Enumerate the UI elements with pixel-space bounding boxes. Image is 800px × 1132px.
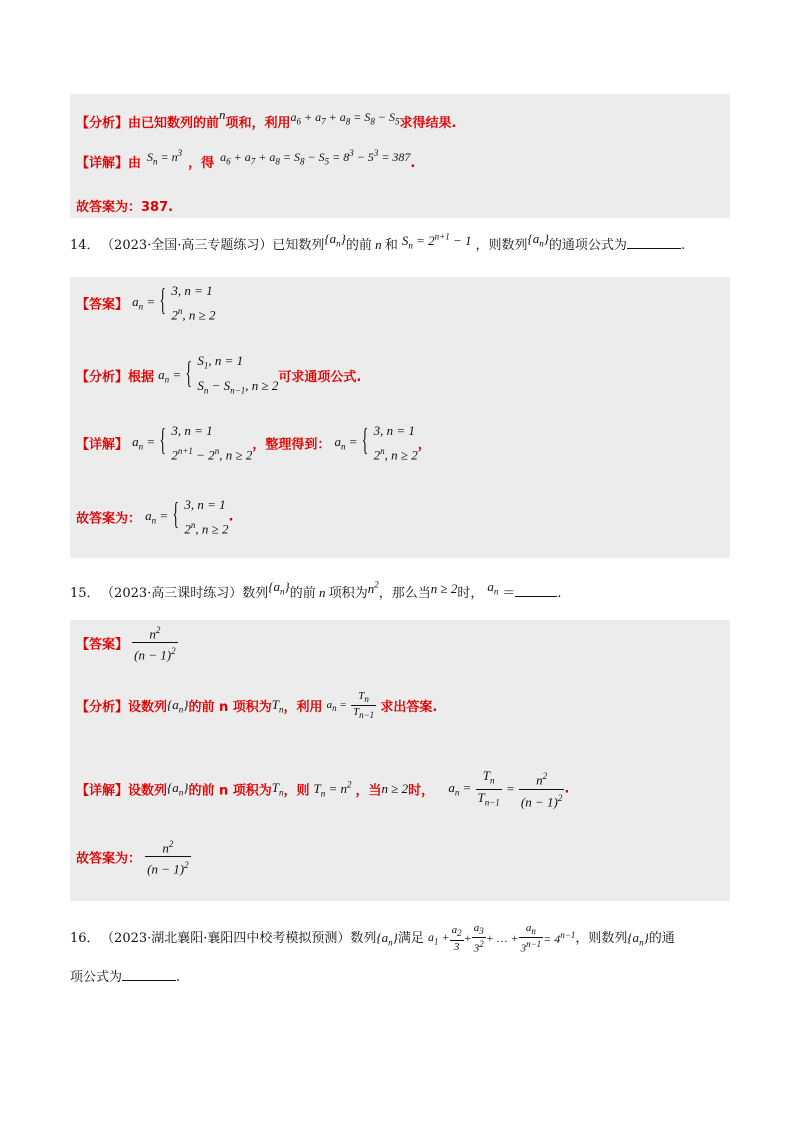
formula: $a_6 + a_7 + a_8 = S_8 - S_5 = 8^3 - 5^3 = 387$: [220, 148, 411, 167]
q14-question: 14． （2023·全国·高三专题练习）已知数列$\{a_n\}$的前 n 和 $S_n = 2^{n+1} - 1$ ，则数列$\{a_n\}$的通项公式为 .: [70, 231, 686, 253]
answer-blank: [627, 236, 681, 249]
q16-question: 16． （2023·湖北襄阳·襄阳四中校考模拟预测）数列$\{a_n\}$满足 $a_1$ + $\frac{a_2}{3}$ + $\frac{a_3}{3^2}$ + … + $\frac{a_n}{3^{n-1}}$ = $4^{n-1}$，则数列$\{a_n\}$的通: [70, 922, 675, 955]
detail-tag: 【详解】: [76, 437, 129, 453]
formula: $S_n = n^3$: [147, 148, 183, 167]
q16-question-line2: 项公式为 .: [70, 970, 181, 985]
detail-tag: 【详解】: [76, 783, 129, 799]
q14-detail-line: 【详解】 $a_n$ = { 3, n = 1 $2^{n+1} - 2^n$, n ≥ 2 ，整理得到： $a_n$ = { 3, n = 1 2$^n$, n ≥ 2 ，: [76, 421, 431, 465]
answer-tag: 【答案】: [76, 637, 129, 653]
answer-tag: 【答案】: [76, 297, 129, 313]
q15-conclusion-line: 故答案为： $\frac{n^2}{(n - 1)^2}$: [76, 839, 189, 877]
q15-question: 15． （2023·高三课时练习）数列$\{a_n\}$的前 n 项积为$n^2$，那么当n ≥ 2时， $a_n$ ＝ .: [70, 579, 562, 601]
q15-detail-line: 【详解】设数列$\{a_n\}$的前 n 项积为$T_n$，则 $T_n = n^2$ ，当n ≥ 2时， $a_n$ = $\frac{T_n}{T_{n-1}}$ = $\frac{n^2}{(n - 1)^2}$ .: [76, 768, 570, 809]
q14-conclusion-line: 故答案为： $a_n$ = { 3, n = 1 2$^n$, n ≥ 2 .: [76, 495, 233, 539]
q13-detail-line: 【详解】由 $S_n = n^3$，得 $a_6 + a_7 + a_8 = S_8 - S_5 = 8^3 - 5^3 = 387$.: [76, 148, 416, 171]
answer-blank: [515, 584, 557, 597]
q15-answer-line: 【答案】 $\frac{n^2}{(n - 1)^2}$: [76, 625, 176, 663]
formula: $a_6 + a_7 + a_8 = S_8 - S_5$: [290, 110, 400, 127]
analysis-tag: 【分析】: [76, 700, 129, 716]
q13-solution-box: [70, 94, 730, 218]
q14-answer-line: 【答案】 $a_n$ = { 3, n = 1 2$^n$, n ≥ 2: [76, 281, 215, 325]
q14-analysis-line: 【分析】根据 $a_n$ = { $S_1$, n = 1 $S_n - S_{n-1}$, n ≥ 2 可求通项公式.: [76, 351, 361, 400]
detail-tag: 【详解】: [76, 156, 129, 171]
q13-conclusion-line: 故答案为：387.: [76, 200, 174, 215]
answer-blank: [122, 968, 176, 981]
document-page: [70, 0, 730, 1132]
q14-solution-box: [70, 277, 730, 558]
q13-analysis-line: 【分析】由已知数列的前n项和，利用$a_6 + a_7 + a_8 = S_8 - S_5$求得结果.: [76, 107, 457, 131]
q15-analysis-line: 【分析】设数列$\{a_n\}$的前 n 项积为$T_n$，利用 $a_n$ = $\frac{T_n}{T_{n-1}}$ 求出答案.: [76, 690, 438, 721]
analysis-tag: 【分析】: [76, 370, 129, 386]
analysis-tag: 【分析】: [76, 116, 129, 131]
q15-solution-box: [70, 620, 730, 901]
